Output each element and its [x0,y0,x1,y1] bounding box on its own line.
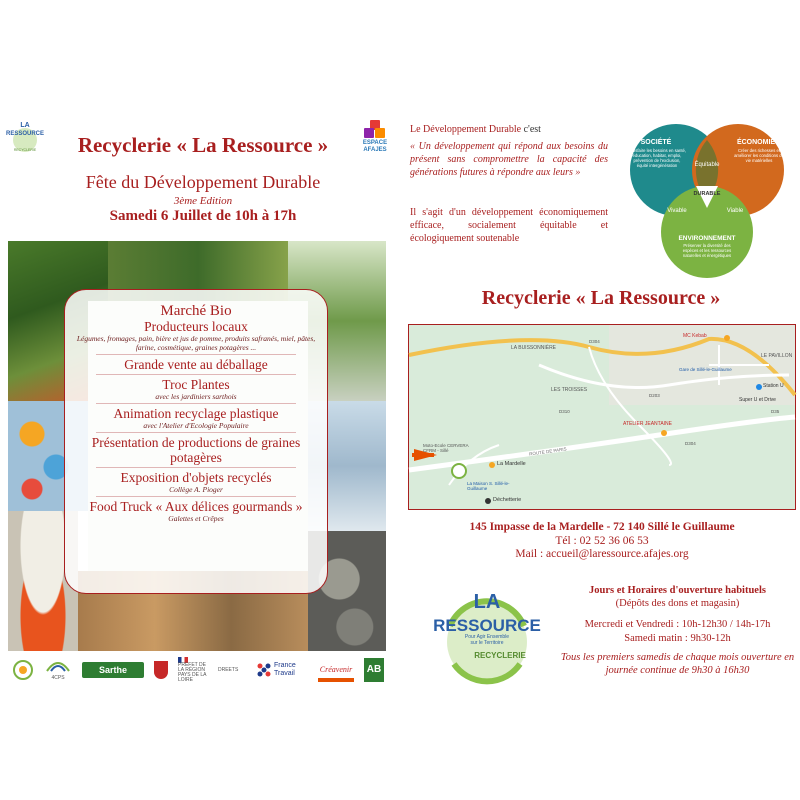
left-title: Recyclerie « La Ressource » [77,133,329,157]
map-label-dechetterie: Déchetterie [493,497,522,503]
activity-heading: Exposition d'objets recyclés [120,470,272,485]
hours-line1: Mercredi et Vendredi : 10h-12h30 / 14h-17h [584,619,771,631]
divider [96,496,296,497]
phone: Tél : 02 52 36 06 53 [555,534,649,547]
map-label-mardelle: La Mardelle [497,461,526,467]
venn-economie-text: Créer des richesses et améliorer les conditions de vie matérielles [734,148,784,163]
sustainability-venn-diagram [614,120,798,285]
divider [96,374,296,375]
activity-heading: Food Truck « Aux délices gourmands » [89,499,303,514]
right-title: Recyclerie « La Ressource » [481,287,721,309]
afajes-small-logo [12,659,34,681]
activity-sub: avec l'Atelier d'Ecologie Populaire [143,421,249,430]
map-label-troisses: LES TROISSES [551,387,588,393]
ab-label: AB [366,664,382,675]
map-label-pavillon: LE PAVILLON [761,353,793,359]
coat-of-arms-icon [154,661,168,679]
map-label-d310: D310 [559,409,570,414]
map-label-maison: La Maison S. Sillé-le-Guillaume [467,481,510,491]
creavenir-logo [318,659,354,682]
svg-text:RESSOURCE: RESSOURCE [5,131,45,137]
venn-durable-label: DURABLE [693,191,721,197]
activity-sub: Légumes, fromages, pain, bière et jus de pomme, produits safranés, miel, pâtes, farine, cosmétique, graines potagères ... [76,334,316,352]
svg-text:RECYCLERIE: RECYCLERIE [13,148,37,152]
activities-panel [64,289,328,594]
hours-subtitle: (Dépôts des dons et magasin) [615,598,740,610]
address: 145 Impasse de la Mardelle - 72 140 Sillé le Guillaume [469,521,735,533]
event-date: Samedi 6 Juillet de 10h à 17h [109,208,297,224]
map-label-station: Station U [763,383,784,389]
svg-text:LA: LA [473,591,501,613]
map-label-gare: Gare de Sillé-le-Guillaume [679,367,732,372]
svg-text:LA: LA [20,122,30,129]
map-label-atelier: ATELIER JEANTAINE [623,421,672,427]
venn-equitable-label: Équitable [694,162,720,168]
dd-quote: « Un développement qui répond aux besoins du présent sans compromettre la capacité des générations futures à répondre aux leurs » [410,141,608,178]
sarthe-logo [82,662,144,678]
venn-environnement-label: ENVIRONNEMENT [678,235,736,242]
map-label-d35: D35 [771,409,780,414]
opening-hours [560,584,795,677]
dd-intro-colored: Le Développement Durable [410,124,522,135]
dd-body: Il s'agit d'un développement économiquement efficace, socialement équitable et écologiquement soutenable [410,207,608,244]
activity-heading: Marché Bio [160,303,232,319]
location-map[interactable] [408,324,796,510]
venn-societe-text: Satisfaire les besoins en santé, éducation, habitat, emploi, prévention de l'exclusion, équité intergénération [628,148,686,168]
map-label-super: Super U et Drive [739,397,776,403]
activity-heading: Producteurs locaux [144,319,248,334]
map-label-d304: D304 [589,339,600,344]
ressource-logo-large [433,586,541,686]
venn-environnement-text: Préserver la diversité des espèces et les ressources naturelles et énergétiques [682,243,732,258]
prefet-label: PRÉFET DE LA RÉGION PAYS DE LA LOIRE [178,662,207,683]
dreets-logo [218,668,246,673]
divider [96,403,296,404]
activity-sub: Collège A. Pioger [169,485,223,494]
divider [96,354,296,355]
activity-sub: Galettes et Crêpes [168,514,224,523]
partner-logos [8,652,388,688]
map-label-d304b: D304 [685,441,696,446]
svg-text:RESSOURCE: RESSOURCE [433,616,541,635]
map-label-buissonniere: LA BUISSONNIÈRE [511,345,557,351]
map-label-moto: Moto-Ecole CERVERA CFRM - Sillé [423,443,469,453]
email[interactable]: Mail : accueil@laressource.afajes.org [515,548,689,560]
contact-block [408,521,796,562]
venn-viable-label: Viable [726,208,744,214]
hours-title: Jours et Horaires d'ouverture habituels [589,585,766,596]
event-edition: 3ème Edition [173,195,233,207]
activity-heading: Grande vente au déballage [124,357,268,372]
france-travail-logo [256,662,308,678]
activity-heading: Présentation de productions de graines potagères [91,435,301,465]
4cps-logo [44,659,72,681]
hours-line2: Samedi matin : 9h30-12h [624,632,731,644]
dd-intro [410,124,541,135]
ressource-logo-small [5,118,45,154]
prefet-logo [178,657,208,683]
france-travail-label: France Travail [274,662,296,677]
svg-text:RECYCLERIE: RECYCLERIE [474,651,526,660]
map-label-d203: D203 [649,393,660,398]
activity-sub: avec les jardiniers sarthois [155,392,237,401]
divider [96,432,296,433]
sarthe-label: Sarthe [98,665,127,675]
map-label-mckebab: MC Kebab [683,333,707,339]
logo-tagline: Pour Agir Ensemble sur le Territoire [464,634,510,646]
creavenir-label: Créavenir [319,664,353,674]
afajes-line1: ESPACE [362,140,388,146]
4cps-label: 4CPS [51,675,65,681]
divider [96,467,296,468]
ab-logo [364,658,384,682]
hours-note: Tous les premiers samedis de chaque mois ouverture en journée continue de 9h30 à 16h30 [560,651,795,677]
map-label-route: ROUTE DE PARIS [528,446,567,457]
espace-afajes-logo [360,120,390,156]
dreets-label: DREETS [218,666,239,673]
venn-economie-label: ÉCONOMIE [736,139,776,146]
afajes-line2: AFAJES [363,147,387,153]
activity-heading: Animation recyclage plastique [113,406,279,421]
venn-societe-label: SOCIÉTÉ [640,139,672,146]
venn-vivable-label: Vivable [667,208,687,214]
event-subtitle: Fête du Développement Durable [85,172,321,192]
dd-intro-rest: c'est [521,124,541,135]
activity-heading: Troc Plantes [162,377,230,392]
